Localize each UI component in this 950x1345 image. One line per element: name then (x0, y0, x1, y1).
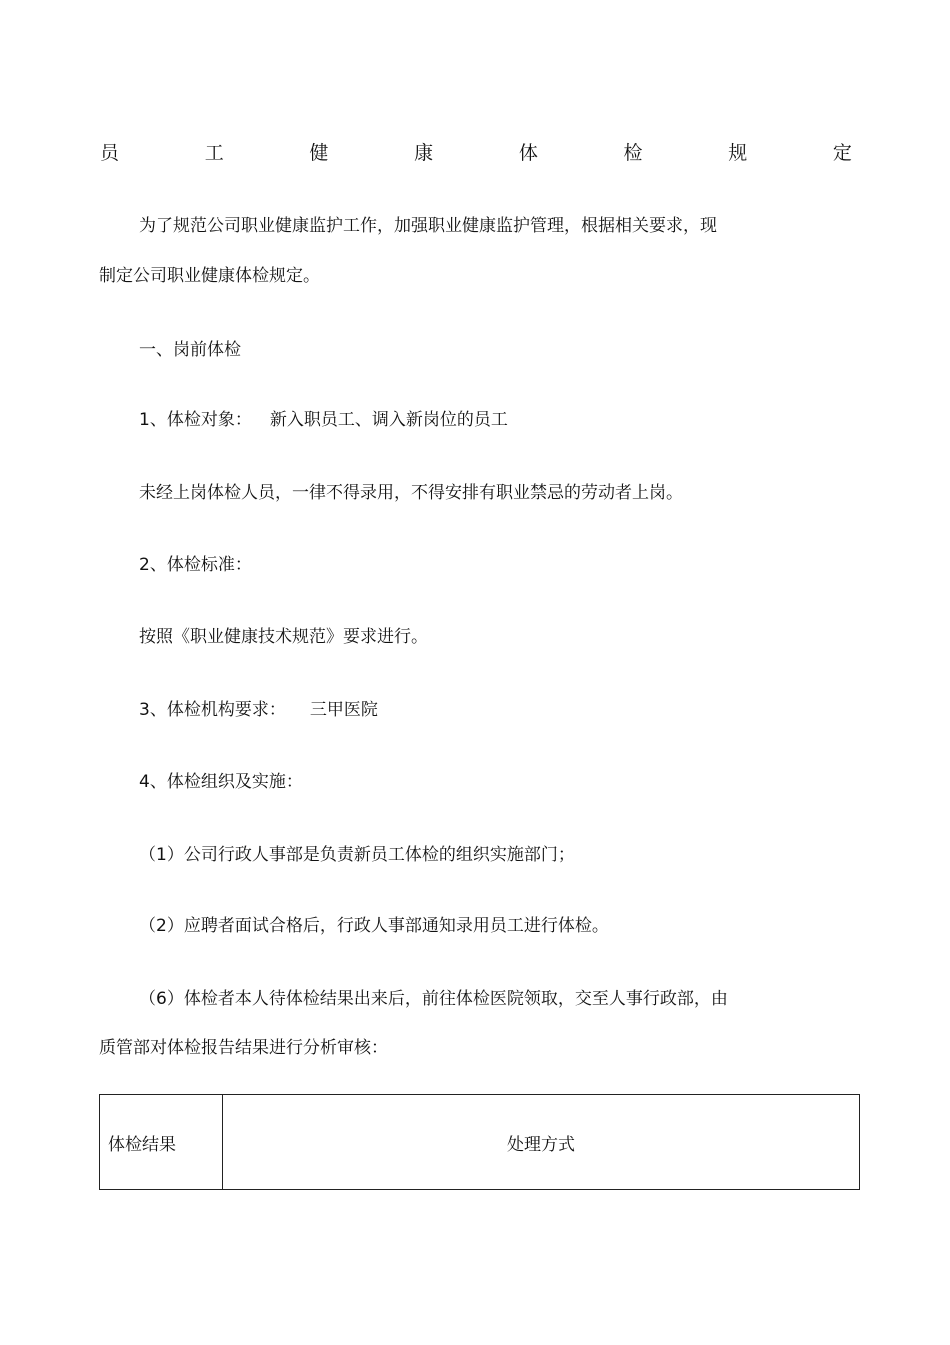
item-1-note: 未经上岗体检人员，一律不得录用，不得安排有职业禁忌的劳动者上岗。 (139, 483, 683, 503)
title-char: 健 (309, 142, 329, 164)
item-4-label: 4、体检组织及实施： (139, 772, 303, 792)
title-char: 检 (623, 142, 643, 164)
table-header-result: 体检结果 (100, 1095, 223, 1190)
table-header-row (100, 1095, 860, 1190)
item-2-value: 按照《职业健康技术规范》要求进行。 (139, 627, 428, 647)
table-header-method: 处理方式 (223, 1095, 860, 1190)
item-2-label: 2、体检标准： (139, 555, 252, 575)
title-char: 规 (728, 142, 748, 164)
item-1-label: 1、体检对象： (139, 410, 252, 430)
title-char: 体 (518, 142, 538, 164)
title-char: 康 (414, 142, 434, 164)
title-char: 工 (204, 142, 224, 164)
item-3-value: 三甲医院 (309, 700, 378, 720)
intro-line-1: 为了规范公司职业健康监护工作，加强职业健康监护管理，根据相关要求，现 (139, 216, 717, 236)
item-3 (139, 698, 378, 722)
sub-item-6-line-1: （6）体检者本人待体检结果出来后，前往体检医院领取，交至人事行政部，由 (139, 989, 728, 1009)
sub-item-1: （1）公司行政人事部是负责新员工体检的组织实施部门； (139, 845, 575, 865)
intro-line-2: 制定公司职业健康体检规定。 (99, 266, 320, 286)
title-char: 定 (832, 142, 852, 164)
item-1-value: 新入职员工、调入新岗位的员工 (269, 410, 508, 430)
item-3-label: 3、体检机构要求： (139, 700, 286, 720)
title-char: 员 (100, 142, 120, 164)
item-1 (139, 408, 508, 432)
sub-item-2: （2）应聘者面试合格后，行政人事部通知录用员工进行体检。 (139, 916, 609, 936)
exam-result-table (99, 1094, 860, 1190)
sub-item-6-line-2: 质管部对体检报告结果进行分析审核： (99, 1038, 388, 1058)
section-heading: 一、岗前体检 (139, 340, 241, 360)
document-title (100, 140, 852, 166)
